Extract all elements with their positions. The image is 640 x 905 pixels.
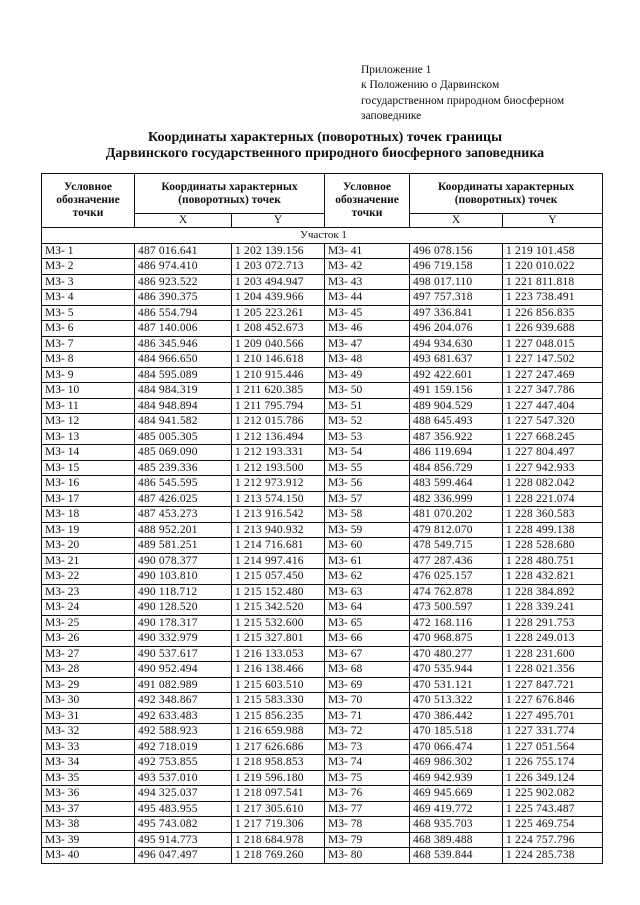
table-row — [42, 383, 603, 399]
x-coordinate: 476 025.157 — [410, 569, 503, 585]
y-coordinate: 1 227 942.933 — [503, 460, 603, 476]
y-coordinate: 1 218 097.541 — [232, 786, 325, 802]
point-label: МЗ- 42 — [325, 259, 410, 275]
y-coordinate: 1 228 360.583 — [503, 507, 603, 523]
point-label: МЗ- 64 — [325, 600, 410, 616]
point-label: МЗ- 5 — [42, 305, 135, 321]
point-label: МЗ- 25 — [42, 615, 135, 631]
y-coordinate: 1 219 596.180 — [232, 770, 325, 786]
y-coordinate: 1 218 684.978 — [232, 832, 325, 848]
point-label: МЗ- 41 — [325, 243, 410, 259]
point-label: МЗ- 38 — [42, 817, 135, 833]
y-coordinate: 1 215 583.330 — [232, 693, 325, 709]
table-row — [42, 615, 603, 631]
y-coordinate: 1 219 101.458 — [503, 243, 603, 259]
x-coordinate: 486 345.946 — [135, 336, 232, 352]
point-label: МЗ- 28 — [42, 662, 135, 678]
y-coordinate: 1 227 495.701 — [503, 708, 603, 724]
y-coordinate: 1 209 040.566 — [232, 336, 325, 352]
point-label: МЗ- 2 — [42, 259, 135, 275]
y-coordinate: 1 211 795.794 — [232, 398, 325, 414]
y-coordinate: 1 226 755.174 — [503, 755, 603, 771]
point-label: МЗ- 69 — [325, 677, 410, 693]
y-coordinate: 1 217 305.610 — [232, 801, 325, 817]
point-label: МЗ- 4 — [42, 290, 135, 306]
x-coordinate: 497 336.841 — [410, 305, 503, 321]
title-line-1: Координаты характерных (поворотных) точек границы — [147, 130, 503, 145]
table-row — [42, 336, 603, 352]
x-coordinate: 479 812.070 — [410, 522, 503, 538]
point-label: МЗ- 13 — [42, 429, 135, 445]
table-row — [42, 631, 603, 647]
x-coordinate: 494 325.037 — [135, 786, 232, 802]
header-y-left: Y — [232, 214, 325, 228]
point-label: МЗ- 54 — [325, 445, 410, 461]
point-label: МЗ- 59 — [325, 522, 410, 538]
y-coordinate: 1 213 574.150 — [232, 491, 325, 507]
x-coordinate: 470 535.944 — [410, 662, 503, 678]
point-label: МЗ- 30 — [42, 693, 135, 709]
y-coordinate: 1 227 247.469 — [503, 367, 603, 383]
x-coordinate: 484 966.650 — [135, 352, 232, 368]
point-label: МЗ- 62 — [325, 569, 410, 585]
y-coordinate: 1 215 532.600 — [232, 615, 325, 631]
x-coordinate: 486 974.410 — [135, 259, 232, 275]
y-coordinate: 1 227 668.245 — [503, 429, 603, 445]
y-coordinate: 1 220 010.022 — [503, 259, 603, 275]
y-coordinate: 1 225 902.082 — [503, 786, 603, 802]
point-label: МЗ- 66 — [325, 631, 410, 647]
appendix-line: государственном природном биосферном — [361, 94, 565, 107]
table-row — [42, 584, 603, 600]
point-label: МЗ- 55 — [325, 460, 410, 476]
x-coordinate: 489 904.529 — [410, 398, 503, 414]
point-label: МЗ- 45 — [325, 305, 410, 321]
x-coordinate: 495 483.955 — [135, 801, 232, 817]
table-row — [42, 786, 603, 802]
point-label: МЗ- 68 — [325, 662, 410, 678]
x-coordinate: 484 948.894 — [135, 398, 232, 414]
x-coordinate: 474 762.878 — [410, 584, 503, 600]
y-coordinate: 1 226 349.124 — [503, 770, 603, 786]
point-label: МЗ- 51 — [325, 398, 410, 414]
point-label: МЗ- 76 — [325, 786, 410, 802]
y-coordinate: 1 225 469.754 — [503, 817, 603, 833]
x-coordinate: 468 389.488 — [410, 832, 503, 848]
y-coordinate: 1 202 139.156 — [232, 243, 325, 259]
y-coordinate: 1 211 620.385 — [232, 383, 325, 399]
point-label: МЗ- 19 — [42, 522, 135, 538]
x-coordinate: 485 069.090 — [135, 445, 232, 461]
y-coordinate: 1 215 327.801 — [232, 631, 325, 647]
y-coordinate: 1 203 072.713 — [232, 259, 325, 275]
y-coordinate: 1 217 626.686 — [232, 739, 325, 755]
y-coordinate: 1 203 494.947 — [232, 274, 325, 290]
x-coordinate: 473 500.597 — [410, 600, 503, 616]
y-coordinate: 1 225 743.487 — [503, 801, 603, 817]
table-row — [42, 507, 603, 523]
y-coordinate: 1 228 339.241 — [503, 600, 603, 616]
x-coordinate: 487 140.006 — [135, 321, 232, 337]
table-row — [42, 522, 603, 538]
x-coordinate: 490 118.712 — [135, 584, 232, 600]
y-coordinate: 1 223 738.491 — [503, 290, 603, 306]
x-coordinate: 470 531.121 — [410, 677, 503, 693]
x-coordinate: 490 178.317 — [135, 615, 232, 631]
y-coordinate: 1 227 048.015 — [503, 336, 603, 352]
point-label: МЗ- 71 — [325, 708, 410, 724]
header-point-left: Условное обозначение точки — [42, 174, 135, 228]
table-row — [42, 305, 603, 321]
point-label: МЗ- 46 — [325, 321, 410, 337]
section-label: Участок 1 — [42, 228, 603, 244]
table-row — [42, 739, 603, 755]
x-coordinate: 496 204.076 — [410, 321, 503, 337]
y-coordinate: 1 228 528.680 — [503, 538, 603, 554]
table-row — [42, 429, 603, 445]
x-coordinate: 496 047.497 — [135, 848, 232, 864]
x-coordinate: 492 753.855 — [135, 755, 232, 771]
point-label: МЗ- 74 — [325, 755, 410, 771]
appendix-line: заповеднике — [361, 109, 422, 122]
x-coordinate: 496 719.158 — [410, 259, 503, 275]
table-row — [42, 801, 603, 817]
point-label: МЗ- 48 — [325, 352, 410, 368]
point-label: МЗ- 73 — [325, 739, 410, 755]
x-coordinate: 470 386.442 — [410, 708, 503, 724]
y-coordinate: 1 212 973.912 — [232, 476, 325, 492]
y-coordinate: 1 226 856.835 — [503, 305, 603, 321]
y-coordinate: 1 215 856.235 — [232, 708, 325, 724]
point-label: МЗ- 80 — [325, 848, 410, 864]
y-coordinate: 1 228 384.892 — [503, 584, 603, 600]
x-coordinate: 487 426.025 — [135, 491, 232, 507]
x-coordinate: 492 588.923 — [135, 724, 232, 740]
x-coordinate: 495 743.082 — [135, 817, 232, 833]
y-coordinate: 1 228 249.013 — [503, 631, 603, 647]
table-row — [42, 491, 603, 507]
point-label: МЗ- 79 — [325, 832, 410, 848]
y-coordinate: 1 228 432.821 — [503, 569, 603, 585]
x-coordinate: 470 513.322 — [410, 693, 503, 709]
point-label: МЗ- 7 — [42, 336, 135, 352]
x-coordinate: 492 422.601 — [410, 367, 503, 383]
y-coordinate: 1 212 136.494 — [232, 429, 325, 445]
y-coordinate: 1 208 452.673 — [232, 321, 325, 337]
y-coordinate: 1 204 439.966 — [232, 290, 325, 306]
x-coordinate: 491 082.989 — [135, 677, 232, 693]
y-coordinate: 1 227 676.846 — [503, 693, 603, 709]
y-coordinate: 1 212 193.500 — [232, 460, 325, 476]
x-coordinate: 490 537.617 — [135, 646, 232, 662]
header-coordinates-right: Координаты характерных (поворотных) точек — [410, 174, 603, 214]
y-coordinate: 1 226 939.688 — [503, 321, 603, 337]
x-coordinate: 482 336.999 — [410, 491, 503, 507]
x-coordinate: 477 287.436 — [410, 553, 503, 569]
point-label: МЗ- 39 — [42, 832, 135, 848]
x-coordinate: 469 942.939 — [410, 770, 503, 786]
point-label: МЗ- 12 — [42, 414, 135, 430]
table-row — [42, 460, 603, 476]
y-coordinate: 1 215 057.450 — [232, 569, 325, 585]
point-label: МЗ- 75 — [325, 770, 410, 786]
table-row — [42, 693, 603, 709]
x-coordinate: 490 332.979 — [135, 631, 232, 647]
y-coordinate: 1 224 757.796 — [503, 832, 603, 848]
table-row — [42, 662, 603, 678]
point-label: МЗ- 67 — [325, 646, 410, 662]
table-row — [42, 848, 603, 864]
point-label: МЗ- 24 — [42, 600, 135, 616]
table-row — [42, 414, 603, 430]
table-row — [42, 708, 603, 724]
x-coordinate: 492 348.867 — [135, 693, 232, 709]
x-coordinate: 483 599.464 — [410, 476, 503, 492]
point-label: МЗ- 26 — [42, 631, 135, 647]
appendix-line: Приложение 1 — [361, 64, 432, 76]
point-label: МЗ- 77 — [325, 801, 410, 817]
point-label: МЗ- 40 — [42, 848, 135, 864]
point-label: МЗ- 20 — [42, 538, 135, 554]
x-coordinate: 469 986.302 — [410, 755, 503, 771]
y-coordinate: 1 210 146.618 — [232, 352, 325, 368]
document-title — [40, 130, 610, 161]
x-coordinate: 493 681.637 — [410, 352, 503, 368]
table-row — [42, 646, 603, 662]
point-label: МЗ- 60 — [325, 538, 410, 554]
y-coordinate: 1 216 138.466 — [232, 662, 325, 678]
y-coordinate: 1 227 347.786 — [503, 383, 603, 399]
y-coordinate: 1 228 221.074 — [503, 491, 603, 507]
point-label: МЗ- 27 — [42, 646, 135, 662]
x-coordinate: 492 633.483 — [135, 708, 232, 724]
x-coordinate: 472 168.116 — [410, 615, 503, 631]
y-coordinate: 1 227 051.564 — [503, 739, 603, 755]
header-x-left: X — [135, 214, 232, 228]
x-coordinate: 485 239.336 — [135, 460, 232, 476]
table-row — [42, 600, 603, 616]
point-label: МЗ- 33 — [42, 739, 135, 755]
point-label: МЗ- 70 — [325, 693, 410, 709]
point-label: МЗ- 18 — [42, 507, 135, 523]
x-coordinate: 498 017.110 — [410, 274, 503, 290]
x-coordinate: 488 645.493 — [410, 414, 503, 430]
x-coordinate: 481 070.202 — [410, 507, 503, 523]
x-coordinate: 469 945.669 — [410, 786, 503, 802]
table-row — [42, 398, 603, 414]
y-coordinate: 1 218 958.853 — [232, 755, 325, 771]
x-coordinate: 484 595.089 — [135, 367, 232, 383]
y-coordinate: 1 224 285.738 — [503, 848, 603, 864]
point-label: МЗ- 21 — [42, 553, 135, 569]
x-coordinate: 485 005.305 — [135, 429, 232, 445]
table-row — [42, 538, 603, 554]
y-coordinate: 1 216 133.053 — [232, 646, 325, 662]
y-coordinate: 1 227 331.774 — [503, 724, 603, 740]
y-coordinate: 1 210 915.446 — [232, 367, 325, 383]
table-row — [42, 243, 603, 259]
table-row — [42, 817, 603, 833]
coordinates-table — [41, 173, 603, 864]
point-label: МЗ- 10 — [42, 383, 135, 399]
point-label: МЗ- 9 — [42, 367, 135, 383]
x-coordinate: 488 952.201 — [135, 522, 232, 538]
point-label: МЗ- 37 — [42, 801, 135, 817]
y-coordinate: 1 205 223.261 — [232, 305, 325, 321]
x-coordinate: 468 539.844 — [410, 848, 503, 864]
header-coordinates-left: Координаты характерных (поворотных) точек — [135, 174, 325, 214]
x-coordinate: 491 159.156 — [410, 383, 503, 399]
point-label: МЗ- 31 — [42, 708, 135, 724]
point-label: МЗ- 36 — [42, 786, 135, 802]
x-coordinate: 494 934.630 — [410, 336, 503, 352]
table-row — [42, 321, 603, 337]
point-label: МЗ- 56 — [325, 476, 410, 492]
point-label: МЗ- 53 — [325, 429, 410, 445]
table-row — [42, 259, 603, 275]
y-coordinate: 1 212 193.331 — [232, 445, 325, 461]
point-label: МЗ- 22 — [42, 569, 135, 585]
x-coordinate: 497 757.318 — [410, 290, 503, 306]
x-coordinate: 468 935.703 — [410, 817, 503, 833]
point-label: МЗ- 47 — [325, 336, 410, 352]
x-coordinate: 470 185.518 — [410, 724, 503, 740]
x-coordinate: 487 453.273 — [135, 507, 232, 523]
y-coordinate: 1 227 804.497 — [503, 445, 603, 461]
point-label: МЗ- 78 — [325, 817, 410, 833]
x-coordinate: 484 984.319 — [135, 383, 232, 399]
x-coordinate: 486 119.694 — [410, 445, 503, 461]
point-label: МЗ- 50 — [325, 383, 410, 399]
y-coordinate: 1 227 547.320 — [503, 414, 603, 430]
table-row — [42, 290, 603, 306]
point-label: МЗ- 16 — [42, 476, 135, 492]
appendix-line: к Положению о Дарвинском — [361, 79, 500, 92]
table-row — [42, 367, 603, 383]
x-coordinate: 496 078.156 — [410, 243, 503, 259]
point-label: МЗ- 8 — [42, 352, 135, 368]
x-coordinate: 486 545.595 — [135, 476, 232, 492]
x-coordinate: 487 016.641 — [135, 243, 232, 259]
x-coordinate: 490 078.377 — [135, 553, 232, 569]
point-label: МЗ- 63 — [325, 584, 410, 600]
y-coordinate: 1 228 231.600 — [503, 646, 603, 662]
point-label: МЗ- 43 — [325, 274, 410, 290]
x-coordinate: 470 968.875 — [410, 631, 503, 647]
x-coordinate: 486 923.522 — [135, 274, 232, 290]
x-coordinate: 469 419.772 — [410, 801, 503, 817]
point-label: МЗ- 34 — [42, 755, 135, 771]
point-label: МЗ- 49 — [325, 367, 410, 383]
table-row — [42, 770, 603, 786]
point-label: МЗ- 44 — [325, 290, 410, 306]
point-label: МЗ- 52 — [325, 414, 410, 430]
table-row — [42, 755, 603, 771]
point-label: МЗ- 1 — [42, 243, 135, 259]
x-coordinate: 484 856.729 — [410, 460, 503, 476]
y-coordinate: 1 212 015.786 — [232, 414, 325, 430]
table-row — [42, 445, 603, 461]
x-coordinate: 490 128.520 — [135, 600, 232, 616]
y-coordinate: 1 215 152.480 — [232, 584, 325, 600]
x-coordinate: 490 103.810 — [135, 569, 232, 585]
y-coordinate: 1 213 940.932 — [232, 522, 325, 538]
table-row — [42, 724, 603, 740]
point-label: МЗ- 58 — [325, 507, 410, 523]
y-coordinate: 1 228 499.138 — [503, 522, 603, 538]
appendix-note — [361, 63, 601, 124]
y-coordinate: 1 228 082.042 — [503, 476, 603, 492]
x-coordinate: 490 952.494 — [135, 662, 232, 678]
point-label: МЗ- 57 — [325, 491, 410, 507]
y-coordinate: 1 214 997.416 — [232, 553, 325, 569]
y-coordinate: 1 218 769.260 — [232, 848, 325, 864]
y-coordinate: 1 215 603.510 — [232, 677, 325, 693]
x-coordinate: 489 581.251 — [135, 538, 232, 554]
header-y-right: Y — [503, 214, 603, 228]
point-label: МЗ- 11 — [42, 398, 135, 414]
x-coordinate: 470 066.474 — [410, 739, 503, 755]
point-label: МЗ- 29 — [42, 677, 135, 693]
y-coordinate: 1 227 847.721 — [503, 677, 603, 693]
y-coordinate: 1 228 480.751 — [503, 553, 603, 569]
table-row — [42, 553, 603, 569]
x-coordinate: 470 480.277 — [410, 646, 503, 662]
point-label: МЗ- 35 — [42, 770, 135, 786]
table-row — [42, 832, 603, 848]
x-coordinate: 484 941.582 — [135, 414, 232, 430]
table-row — [42, 352, 603, 368]
table-row — [42, 677, 603, 693]
header-x-right: X — [410, 214, 503, 228]
point-label: МЗ- 65 — [325, 615, 410, 631]
title-line-2: Дарвинского государственного природного биосферного заповедника — [105, 145, 545, 161]
point-label: МЗ- 61 — [325, 553, 410, 569]
y-coordinate: 1 213 916.542 — [232, 507, 325, 523]
x-coordinate: 486 390.375 — [135, 290, 232, 306]
y-coordinate: 1 228 291.753 — [503, 615, 603, 631]
y-coordinate: 1 216 659.988 — [232, 724, 325, 740]
table-row — [42, 476, 603, 492]
y-coordinate: 1 228 021.356 — [503, 662, 603, 678]
y-coordinate: 1 227 147.502 — [503, 352, 603, 368]
point-label: МЗ- 15 — [42, 460, 135, 476]
point-label: МЗ- 23 — [42, 584, 135, 600]
x-coordinate: 487 356.922 — [410, 429, 503, 445]
point-label: МЗ- 72 — [325, 724, 410, 740]
x-coordinate: 495 914.773 — [135, 832, 232, 848]
point-label: МЗ- 6 — [42, 321, 135, 337]
y-coordinate: 1 217 719.306 — [232, 817, 325, 833]
y-coordinate: 1 214 716.681 — [232, 538, 325, 554]
header-point-right: Условное обозначение точки — [325, 174, 410, 228]
point-label: МЗ- 17 — [42, 491, 135, 507]
y-coordinate: 1 215 342.520 — [232, 600, 325, 616]
x-coordinate: 492 718.019 — [135, 739, 232, 755]
point-label: МЗ- 14 — [42, 445, 135, 461]
x-coordinate: 486 554.794 — [135, 305, 232, 321]
table-row — [42, 569, 603, 585]
point-label: МЗ- 32 — [42, 724, 135, 740]
table-row — [42, 274, 603, 290]
y-coordinate: 1 221 811.818 — [503, 274, 603, 290]
point-label: МЗ- 3 — [42, 274, 135, 290]
y-coordinate: 1 227 447.404 — [503, 398, 603, 414]
x-coordinate: 478 549.715 — [410, 538, 503, 554]
x-coordinate: 493 537.010 — [135, 770, 232, 786]
